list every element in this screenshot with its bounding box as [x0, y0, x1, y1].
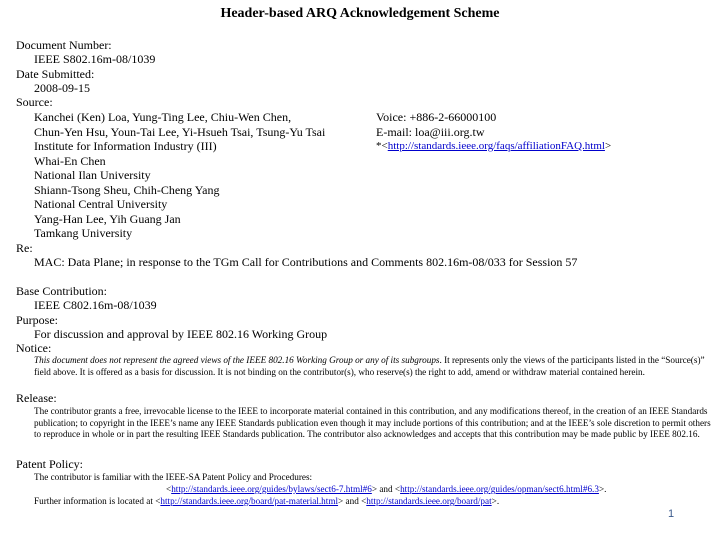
release-text: The contributor grants a free, irrevocable license to the IEEE to incorporate material contained in this contribution, and any modifications thereof, in the creation of an IEEE Standards publication; to copyright in the IEEE’s name any IEEE Standards publication even though it may include portions of this contribution; and at the IEEE’s sole discretion to permit others to reproduce in whole or in part the resulting IEEE Standards publication. The contributor also acknowledges and accepts that this contribution may be made public by IEEE 802.16.	[34, 406, 711, 439]
date-submitted-value: 2008-09-15	[34, 81, 90, 95]
date-submitted-label: Date Submitted:	[16, 67, 95, 81]
source-line: Tamkang University	[34, 226, 133, 240]
base-contribution-label: Base Contribution:	[16, 284, 107, 298]
document-title: Header-based ARQ Acknowledgement Scheme	[220, 6, 500, 21]
re-value: MAC: Data Plane; in response to the TGm Call for Contributions and Comments 802.16m-08/033 for Session 57	[34, 255, 578, 269]
source-line: National Ilan University	[34, 168, 151, 182]
page-number: 1	[668, 508, 675, 520]
source-label: Source:	[16, 95, 53, 109]
patent-policy-line: The contributor is familiar with the IEEE-SA Patent Policy and Procedures:	[34, 472, 313, 482]
document-number-label: Document Number:	[16, 38, 112, 52]
bylaws-link[interactable]: http://standards.ieee.org/guides/bylaws/sect6-7.html#6	[171, 484, 372, 494]
notice-label: Notice:	[16, 341, 52, 355]
release-label: Release:	[16, 391, 57, 405]
purpose-label: Purpose:	[16, 313, 58, 327]
patent-policy-label: Patent Policy:	[16, 457, 83, 471]
opman-link[interactable]: http://standards.ieee.org/guides/opman/sect6.html#6.3	[400, 484, 599, 494]
patent-policy-further: Further information is located at <http://standards.ieee.org/board/pat-material.html> and <http://standards.ieee.org/board/pat>.	[34, 496, 500, 506]
affiliation-faq-link[interactable]: http://standards.ieee.org/faqs/affiliationFAQ.html	[387, 140, 605, 152]
document-number-value: IEEE S802.16m-08/1039	[34, 52, 156, 66]
base-contribution-value: IEEE C802.16m-08/1039	[34, 298, 157, 312]
pat-material-link[interactable]: http://standards.ieee.org/board/pat-material.html	[160, 496, 339, 506]
purpose-value: For discussion and approval by IEEE 802.16 Working Group	[34, 327, 328, 341]
source-line: Whai-En Chen	[34, 154, 106, 168]
source-line: Chun-Yen Hsu, Youn-Tai Lee, Yi-Hsueh Tsai, Tsung-Yu Tsai	[34, 125, 326, 139]
re-label: Re:	[16, 241, 33, 255]
voice-contact: Voice: +886-2-66000100	[376, 110, 497, 124]
source-line: Shiann-Tsong Sheu, Chih-Cheng Yang	[34, 183, 220, 197]
patent-policy-links: <http://standards.ieee.org/guides/bylaws/sect6-7.html#6> and <http://standards.ieee.org/guides/opman/sect6.html#6.3>.	[166, 484, 607, 494]
pat-board-link[interactable]: http://standards.ieee.org/board/pat	[366, 496, 492, 506]
email-contact: E-mail: loa@iii.org.tw	[376, 125, 485, 139]
notice-text: This document does not represent the agreed views of the IEEE 802.16 Working Group or any of its subgroups. It represents only the views of the participants listed in the “Source(s)” field above. It is offered as a basis for discussion. It is not binding on the contributor(s), who reserve(s) the right to add, amend or withdraw material contained herein.	[34, 355, 705, 377]
source-line: Yang-Han Lee, Yih Guang Jan	[34, 212, 181, 226]
source-line: Institute for Information Industry (III)	[34, 139, 217, 153]
source-line: National Central University	[34, 197, 168, 211]
affiliation-faq: *<http://standards.ieee.org/faqs/affiliationFAQ.html>	[376, 140, 612, 152]
source-line: Kanchei (Ken) Loa, Yung-Ting Lee, Chiu-Wen Chen,	[34, 110, 292, 124]
